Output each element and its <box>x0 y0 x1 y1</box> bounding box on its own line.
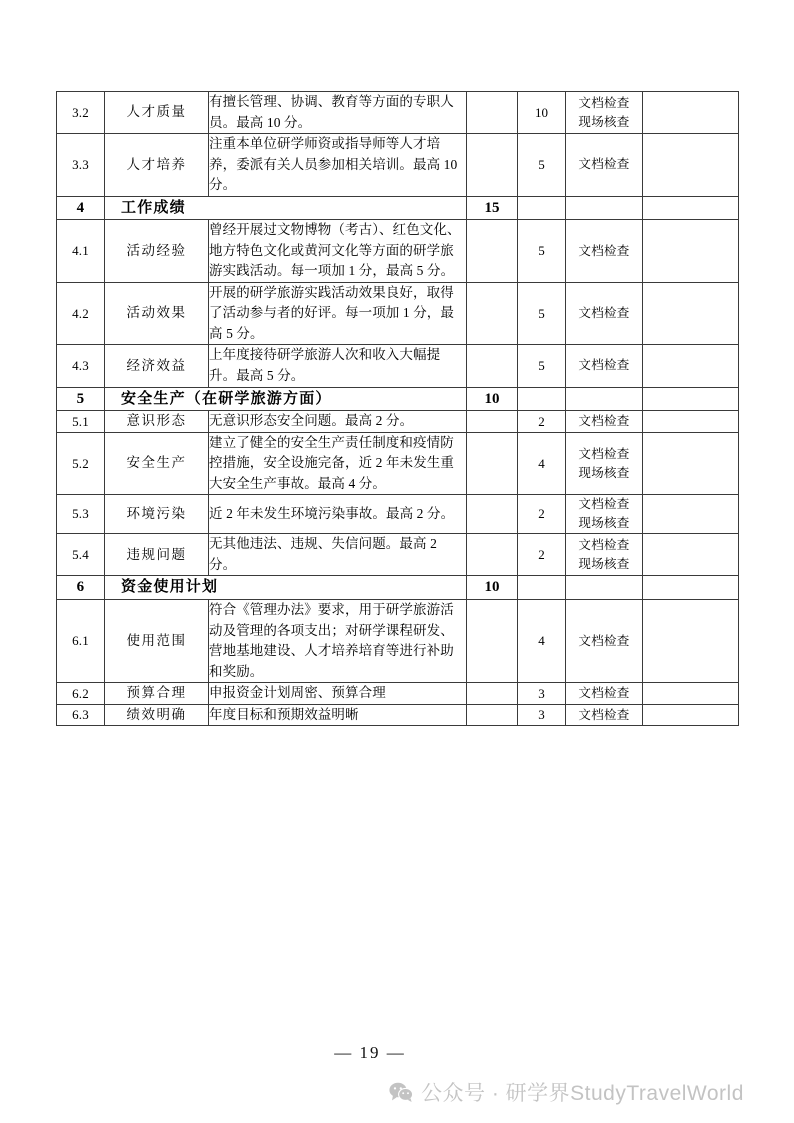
row-number: 6 <box>57 576 105 600</box>
awarded-score-blank[interactable] <box>643 134 739 197</box>
row-number: 5.1 <box>57 411 105 433</box>
section-total-score: 10 <box>467 387 518 411</box>
indicator-name: 使用范围 <box>105 600 209 683</box>
verification-method <box>566 134 643 197</box>
item-score <box>518 196 566 220</box>
table-row <box>57 196 739 220</box>
section-title: 资金使用计划 <box>105 576 467 600</box>
section-total-score <box>467 495 518 534</box>
item-score: 3 <box>518 704 566 726</box>
indicator-description: 注重本单位研学师资或指导师等人才培养，委派有关人员参加相关培训。最高 10 分。 <box>209 134 467 197</box>
indicator-description: 有擅长管理、协调、教育等方面的专职人员。最高 10 分。 <box>209 92 467 134</box>
row-number: 4.2 <box>57 282 105 345</box>
awarded-score-blank[interactable] <box>643 387 739 411</box>
evaluation-score-table <box>56 91 739 726</box>
row-number: 6.3 <box>57 704 105 726</box>
verification-method-line: 现场核查 <box>578 114 630 129</box>
item-score: 10 <box>518 92 566 134</box>
row-number: 5 <box>57 387 105 411</box>
row-number: 5.3 <box>57 495 105 534</box>
verification-method-line: 现场核查 <box>578 465 630 480</box>
verification-method <box>566 704 643 726</box>
indicator-description: 建立了健全的安全生产责任制度和疫情防控措施，安全设施完备，近 2 年未发生重大安全生产事故。最高 4 分。 <box>209 432 467 495</box>
indicator-name: 经济效益 <box>105 345 209 387</box>
indicator-name: 安全生产 <box>105 432 209 495</box>
watermark <box>389 1077 744 1107</box>
verification-method <box>566 432 643 495</box>
table-row <box>57 683 739 705</box>
verification-method <box>566 92 643 134</box>
item-score: 2 <box>518 495 566 534</box>
indicator-description: 申报资金计划周密、预算合理 <box>209 683 467 705</box>
row-number: 6.2 <box>57 683 105 705</box>
awarded-score-blank[interactable] <box>643 704 739 726</box>
indicator-name: 违规问题 <box>105 534 209 576</box>
awarded-score-blank[interactable] <box>643 432 739 495</box>
indicator-description: 上年度接待研学旅游人次和收入大幅提升。最高 5 分。 <box>209 345 467 387</box>
indicator-name: 环境污染 <box>105 495 209 534</box>
indicator-name: 活动效果 <box>105 282 209 345</box>
verification-method-line: 文档检查 <box>578 157 630 172</box>
indicator-name: 人才培养 <box>105 134 209 197</box>
indicator-name: 绩效明确 <box>105 704 209 726</box>
verification-method <box>566 282 643 345</box>
awarded-score-blank[interactable] <box>643 92 739 134</box>
table-row <box>57 432 739 495</box>
verification-method-line: 文档检查 <box>578 446 630 461</box>
verification-method <box>566 534 643 576</box>
section-total-score <box>467 411 518 433</box>
table-row <box>57 600 739 683</box>
awarded-score-blank[interactable] <box>643 600 739 683</box>
row-number: 3.2 <box>57 92 105 134</box>
item-score <box>518 576 566 600</box>
item-score: 4 <box>518 600 566 683</box>
indicator-name: 人才质量 <box>105 92 209 134</box>
awarded-score-blank[interactable] <box>643 411 739 433</box>
verification-method <box>566 683 643 705</box>
item-score: 5 <box>518 282 566 345</box>
item-score: 5 <box>518 345 566 387</box>
awarded-score-blank[interactable] <box>643 196 739 220</box>
verification-method-line: 文档检查 <box>578 243 630 258</box>
verification-method-line: 现场核查 <box>578 516 630 531</box>
row-number: 5.2 <box>57 432 105 495</box>
item-score: 4 <box>518 432 566 495</box>
verification-method <box>566 196 643 220</box>
table-row <box>57 704 739 726</box>
row-number: 4.1 <box>57 220 105 283</box>
awarded-score-blank[interactable] <box>643 534 739 576</box>
indicator-description: 近 2 年未发生环境污染事故。最高 2 分。 <box>209 495 467 534</box>
watermark-text: 公众号 · 研学界StudyTravelWorld <box>421 1082 744 1105</box>
verification-method-line: 文档检查 <box>578 95 630 110</box>
item-score: 2 <box>518 411 566 433</box>
item-score: 2 <box>518 534 566 576</box>
section-total-score: 15 <box>467 196 518 220</box>
row-number: 5.4 <box>57 534 105 576</box>
wechat-icon <box>389 1082 413 1102</box>
row-number: 3.3 <box>57 134 105 197</box>
table-row <box>57 495 739 534</box>
verification-method-line: 文档检查 <box>578 306 630 321</box>
verification-method <box>566 220 643 283</box>
section-total-score <box>467 600 518 683</box>
section-total-score <box>467 92 518 134</box>
row-number: 4.3 <box>57 345 105 387</box>
section-total-score <box>467 534 518 576</box>
awarded-score-blank[interactable] <box>643 576 739 600</box>
indicator-description: 符合《管理办法》要求，用于研学旅游活动及管理的各项支出；对研学课程研发、营地基地建设、人才培养培育等进行补助和奖励。 <box>209 600 467 683</box>
indicator-name: 预算合理 <box>105 683 209 705</box>
verification-method <box>566 576 643 600</box>
awarded-score-blank[interactable] <box>643 345 739 387</box>
section-total-score: 10 <box>467 576 518 600</box>
row-number: 4 <box>57 196 105 220</box>
awarded-score-blank[interactable] <box>643 683 739 705</box>
awarded-score-blank[interactable] <box>643 495 739 534</box>
verification-method-line: 文档检查 <box>578 497 630 512</box>
verification-method-line: 文档检查 <box>578 414 630 429</box>
section-total-score <box>467 134 518 197</box>
item-score: 5 <box>518 220 566 283</box>
table-row <box>57 345 739 387</box>
section-title: 工作成绩 <box>105 196 467 220</box>
verification-method-line: 文档检查 <box>578 686 630 700</box>
section-title: 安全生产（在研学旅游方面） <box>105 387 467 411</box>
table-row <box>57 282 739 345</box>
page-number: — 19 — <box>334 1043 406 1062</box>
verification-method <box>566 345 643 387</box>
item-score: 3 <box>518 683 566 705</box>
verification-method <box>566 411 643 433</box>
indicator-name: 活动经验 <box>105 220 209 283</box>
verification-method <box>566 387 643 411</box>
indicator-name: 意识形态 <box>105 411 209 433</box>
verification-method-line: 文档检查 <box>578 358 630 373</box>
table-row <box>57 220 739 283</box>
table-body <box>57 92 739 726</box>
awarded-score-blank[interactable] <box>643 220 739 283</box>
verification-method-line: 文档检查 <box>578 633 630 648</box>
indicator-description: 无意识形态安全问题。最高 2 分。 <box>209 411 467 433</box>
indicator-description: 无其他违法、违规、失信问题。最高 2 分。 <box>209 534 467 576</box>
indicator-description: 年度目标和预期效益明晰 <box>209 704 467 726</box>
verification-method <box>566 600 643 683</box>
section-total-score <box>467 220 518 283</box>
verification-method <box>566 495 643 534</box>
verification-method-line: 现场核查 <box>578 556 630 571</box>
row-number: 6.1 <box>57 600 105 683</box>
table-row <box>57 411 739 433</box>
section-total-score <box>467 683 518 705</box>
section-total-score <box>467 704 518 726</box>
section-total-score <box>467 282 518 345</box>
section-total-score <box>467 345 518 387</box>
section-total-score <box>467 432 518 495</box>
item-score <box>518 387 566 411</box>
awarded-score-blank[interactable] <box>643 282 739 345</box>
item-score: 5 <box>518 134 566 197</box>
indicator-description: 曾经开展过文物博物（考古）、红色文化、地方特色文化或黄河文化等方面的研学旅游实践活动。每一项加 1 分，最高 5 分。 <box>209 220 467 283</box>
table-row <box>57 576 739 600</box>
table-row <box>57 534 739 576</box>
table-row <box>57 387 739 411</box>
verification-method-line: 文档检查 <box>578 537 630 552</box>
indicator-description: 开展的研学旅游实践活动效果良好，取得了活动参与者的好评。每一项加 1 分，最高 5 分。 <box>209 282 467 345</box>
table-row <box>57 134 739 197</box>
table-row <box>57 92 739 134</box>
verification-method-line: 文档检查 <box>578 707 630 722</box>
